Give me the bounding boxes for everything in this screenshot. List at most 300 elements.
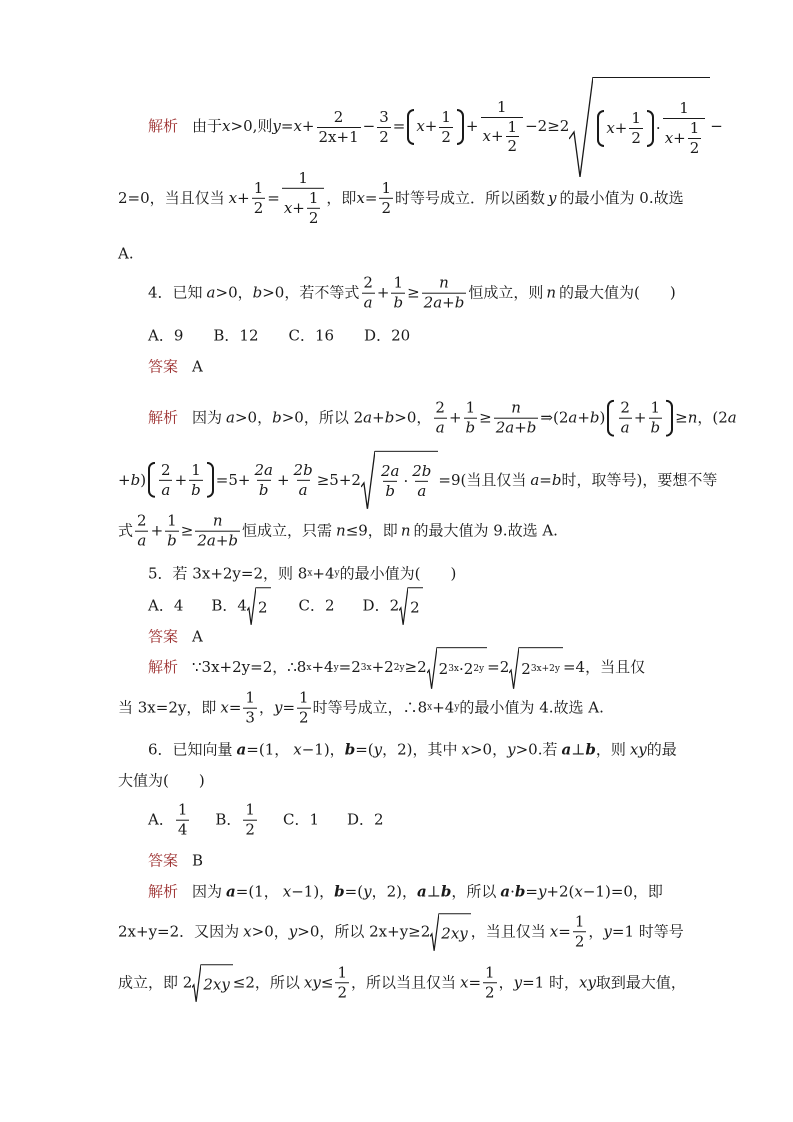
text: −2≥2 (525, 117, 570, 136)
text: 的最大值为( ) (559, 283, 676, 302)
var-a: a (568, 408, 578, 427)
text: >0,则 (230, 117, 273, 136)
var-a: a (206, 283, 216, 302)
radical-sign-icon (430, 913, 439, 951)
denominator: b (258, 480, 269, 499)
text: ，所以 (451, 882, 497, 901)
equals: = (267, 188, 280, 207)
text: ，当且仅当 (470, 922, 546, 941)
geq: ≥ (407, 283, 420, 302)
text: 2 (438, 659, 449, 678)
perp: ⊥ (426, 882, 441, 901)
minus: − (362, 117, 376, 136)
text: +2 (371, 658, 394, 677)
fraction (410, 463, 433, 500)
var-n: n (336, 521, 346, 540)
var-x: x (228, 188, 238, 207)
fraction (282, 170, 325, 226)
numerator: 2 (333, 107, 344, 126)
numerator: 2b (412, 462, 432, 481)
equals: = (364, 188, 378, 207)
fraction (243, 690, 257, 727)
numerator: 1 (299, 688, 309, 707)
var-x: x (574, 882, 583, 901)
denominator: 2 (379, 127, 389, 146)
text: 时，取等号)，要想不等 (561, 470, 718, 489)
left-paren (607, 400, 614, 437)
numerator: n (439, 273, 449, 292)
plus: + (465, 117, 479, 136)
right-paren (207, 462, 214, 499)
plus: + (118, 470, 131, 489)
superscript: 3x (360, 662, 372, 673)
analysis-label: 解析 (148, 117, 179, 136)
denominator (663, 118, 706, 157)
text: 5．若 3x+2y=2，则 8 (148, 564, 308, 583)
var-x: x (293, 117, 302, 136)
text: =(1， (246, 740, 290, 759)
text: >0，若不等式 (262, 283, 360, 302)
vector-a: a (416, 882, 427, 901)
superscript: x (306, 662, 312, 673)
text: ≤9，即 (345, 521, 398, 540)
radicand: 2 (408, 587, 423, 625)
text: >0，所以 2 (281, 408, 364, 427)
denominator: 2 (689, 138, 700, 157)
text: =( (344, 882, 364, 901)
leq: ≤ (320, 973, 334, 992)
fraction (317, 109, 361, 146)
text: ≤2，所以 (232, 973, 300, 992)
plus: + (174, 470, 188, 489)
denominator: a (435, 418, 445, 437)
fraction (252, 462, 275, 499)
superscript: 3x+2y (530, 664, 560, 675)
vector-a: a (236, 740, 247, 759)
var-y: y (548, 188, 557, 207)
text: >0，所以 2x+y≥2 (297, 922, 431, 941)
equals: = (282, 698, 296, 717)
text: 恒成立，则 (468, 283, 544, 302)
numerator: 2a (254, 460, 273, 479)
right-paren (457, 109, 464, 146)
numerator: 1 (650, 398, 661, 417)
right-paren (647, 110, 654, 147)
denominator: 2a+b (197, 531, 238, 550)
text: =1 时， (522, 973, 579, 992)
analysis-label: 解析 (148, 408, 179, 427)
var-n: n (400, 521, 411, 540)
var-x: x (664, 128, 674, 147)
denominator: 2x+1 (318, 127, 359, 146)
text: =1 时等号 (611, 922, 684, 941)
numerator: 2 (620, 398, 630, 417)
numerator: 1 (245, 800, 255, 819)
vector-b: b (344, 740, 356, 759)
text: 2x+y=2．又因为 (118, 922, 240, 941)
text: =( (355, 740, 374, 759)
dot: · (403, 471, 409, 490)
var-x: x (243, 922, 252, 941)
numerator: 1 (167, 511, 177, 530)
denominator: 2 (574, 932, 585, 951)
vector-a: a (500, 882, 511, 901)
fraction (506, 119, 520, 156)
fraction (629, 110, 643, 147)
denominator: b (650, 418, 661, 437)
text: 成立，即 2 (118, 973, 193, 992)
sqrt (192, 964, 232, 1002)
plus: + (372, 408, 385, 427)
analysis-label: 解析 (148, 658, 179, 677)
numerator: 3 (379, 107, 389, 126)
var-a: a (226, 408, 235, 427)
left-paren (597, 110, 604, 147)
sqrt (427, 647, 487, 689)
radicand (519, 647, 563, 689)
radical-sign-icon (427, 647, 437, 689)
var-b: b (551, 470, 562, 489)
numerator: 1 (507, 117, 518, 136)
text: 的最小值为 0.故选 (559, 188, 684, 207)
var-x: x (356, 188, 365, 207)
superscript: y (333, 662, 339, 673)
denominator: b (167, 531, 177, 550)
var-xy: xy (629, 740, 647, 759)
right-paren (666, 400, 673, 437)
paren-group (405, 109, 466, 146)
var-x: x (482, 127, 491, 146)
fraction (663, 100, 706, 156)
plus: + (301, 117, 315, 136)
plus: + (424, 117, 438, 136)
text: 的最小值为( ) (339, 564, 457, 583)
text: ， (588, 922, 604, 941)
text: +4 (311, 658, 334, 677)
denominator: a (363, 293, 373, 312)
text: +4 (312, 564, 335, 583)
var-y: y (507, 740, 516, 759)
dot: · (655, 118, 661, 137)
text: +2( (546, 882, 575, 901)
answer-value: A (192, 627, 203, 646)
text: ，则 (595, 740, 626, 759)
answer-label: 答案 (148, 357, 179, 376)
fraction (252, 180, 266, 217)
equals: = (392, 117, 406, 136)
denominator: 2 (337, 983, 347, 1002)
radical-sign-icon (247, 587, 256, 625)
equals: = (525, 882, 538, 901)
var-b: b (130, 470, 141, 489)
numerator: 1 (679, 99, 689, 118)
var-x: x (220, 698, 229, 717)
text: ，所以当且仅当 (350, 973, 456, 992)
denominator: 2 (299, 708, 309, 727)
superscript: 2y (473, 664, 485, 675)
denominator: 2 (381, 198, 392, 217)
var-y: y (272, 117, 281, 136)
var-y: y (513, 973, 523, 992)
denominator (481, 117, 524, 156)
perp: ⊥ (571, 740, 586, 759)
text: 6．已知向量 (148, 740, 233, 759)
text: >0.若 (515, 740, 558, 759)
equals: = (558, 922, 571, 941)
vector-b: b (440, 882, 452, 901)
text: ⇒(2 (540, 408, 569, 427)
var-y: y (363, 882, 372, 901)
var-x: x (222, 117, 231, 136)
text: 取到最大值， (595, 973, 686, 992)
fraction (494, 400, 539, 437)
text: 的最大值为 9.故选 A. (413, 521, 558, 540)
equals: = (539, 470, 552, 489)
text: 4．已知 (148, 283, 203, 302)
numerator: 1 (253, 178, 264, 197)
numerator: 1 (485, 963, 495, 982)
denominator: a (137, 531, 147, 550)
text: =(1， (235, 882, 279, 901)
fraction (483, 965, 497, 1002)
denominator: 2 (253, 198, 264, 217)
superscript: x (307, 568, 313, 579)
denominator: 2 (485, 983, 495, 1002)
text: >0， (394, 408, 432, 427)
text: +4 (432, 698, 455, 717)
text: =4，当且仅 (562, 658, 646, 677)
fraction (165, 513, 179, 550)
var-n: n (687, 408, 698, 427)
vector-b: b (585, 740, 596, 759)
text: 的最 (646, 740, 677, 759)
denominator: 2 (507, 137, 518, 156)
text: −1)， (301, 740, 345, 759)
text: 式 (118, 521, 134, 540)
denominator: 2 (308, 208, 319, 227)
text: 的最小值为 4.故选 A. (459, 698, 604, 717)
vector-b: b (514, 882, 526, 901)
fraction (195, 513, 240, 550)
analysis-label: 解析 (148, 882, 179, 901)
text: 恒成立，只需 (242, 521, 333, 540)
numerator: 2 (137, 511, 147, 530)
fraction (439, 109, 453, 146)
plus: + (276, 470, 290, 489)
numerator: 1 (245, 688, 255, 707)
fraction (361, 275, 375, 312)
text: 2=0，当且仅当 (118, 188, 225, 207)
numerator: n (511, 398, 521, 417)
var-a: a (530, 470, 540, 489)
denominator: a (620, 418, 630, 437)
fraction (379, 463, 402, 500)
superscript: 3x (448, 664, 460, 675)
numerator: 2 (363, 273, 373, 292)
text: ，2)，其中 (382, 740, 458, 759)
var-y: y (373, 740, 383, 759)
sqrt (399, 587, 423, 625)
option-c: C．2 (298, 596, 335, 615)
numerator: 1 (298, 168, 308, 187)
superscript: y (454, 702, 460, 713)
denominator: b (191, 480, 201, 499)
dot: · (510, 882, 515, 901)
plus: + (577, 408, 590, 427)
answer-value: B (192, 851, 204, 870)
var-a: a (363, 408, 373, 427)
answer-label: 答案 (148, 851, 179, 870)
plus: + (150, 521, 164, 540)
numerator: 2b (293, 460, 313, 479)
text: ) (140, 470, 147, 489)
text: ∵3x+2y=2，∴8 (192, 658, 307, 677)
text: 大值为( ) (118, 771, 205, 790)
var-n: n (546, 283, 557, 302)
text: >0， (234, 408, 273, 427)
text: ≥5+2 (316, 470, 361, 489)
text: 时等号成立．所以函数 (395, 188, 546, 207)
denominator: 3 (245, 708, 255, 727)
fraction (379, 180, 393, 217)
text: 因为 (192, 882, 223, 901)
numerator: 1 (393, 273, 404, 292)
text: ，(2 (697, 408, 728, 427)
radical-sign-icon (509, 647, 519, 689)
plus: + (614, 118, 628, 137)
var-b: b (252, 283, 263, 302)
sqrt (509, 647, 563, 689)
var-y: y (537, 882, 547, 901)
fraction (618, 400, 632, 437)
plus: + (490, 127, 504, 146)
text: ， (258, 698, 274, 717)
text: =5+ (215, 470, 251, 489)
numerator: 1 (574, 912, 585, 931)
text: 2 (521, 659, 531, 678)
numerator: 2a (380, 462, 400, 481)
answer-value: A (192, 357, 203, 376)
var-x: x (461, 740, 470, 759)
equals: = (468, 973, 482, 992)
var-x: x (282, 882, 292, 901)
equals: = (280, 117, 294, 136)
denominator: 2 (631, 129, 641, 147)
var-y: y (273, 698, 283, 717)
text: 时等号成立，∴8 (312, 698, 428, 717)
denominator: a (298, 480, 308, 499)
option-a: A． (148, 810, 174, 829)
option-b: B． (215, 810, 242, 829)
text: ， (498, 973, 514, 992)
plus: + (673, 128, 686, 147)
var-y: y (288, 922, 298, 941)
geq: ≥ (675, 408, 688, 427)
denominator: 4 (177, 820, 188, 839)
vector-b: b (334, 882, 345, 901)
plus: + (448, 408, 462, 427)
paren-group (146, 462, 216, 499)
var-x: x (293, 740, 302, 759)
fraction (176, 802, 190, 839)
text: −1)， (291, 882, 335, 901)
text: >0， (215, 283, 253, 302)
radicand: 2xy (439, 913, 470, 951)
equals: = (228, 698, 242, 717)
fraction (135, 513, 149, 550)
fraction (433, 400, 447, 437)
plus: + (237, 188, 250, 207)
numerator: 1 (308, 188, 319, 207)
denominator: 2 (245, 820, 255, 839)
numerator: 1 (631, 109, 641, 128)
denominator (282, 188, 325, 227)
radical-sign-icon (569, 77, 593, 177)
text: =2 (487, 658, 510, 677)
text: −1)=0，即 (582, 882, 663, 901)
text: ·2 (459, 659, 474, 678)
fraction (292, 462, 315, 499)
radical-sign-icon (192, 964, 201, 1002)
denominator: b (393, 293, 404, 312)
sqrt (430, 913, 470, 951)
fraction (464, 400, 478, 437)
option-c: C．1 (282, 810, 319, 829)
text: =9(当且仅当 (438, 470, 527, 489)
text: =2 (338, 658, 361, 677)
var-x: x (416, 117, 425, 136)
geq: ≥ (479, 408, 492, 427)
fraction (307, 190, 321, 227)
sqrt (569, 77, 710, 177)
radical-sign-icon (361, 451, 375, 509)
plus: + (376, 283, 390, 302)
radicand (437, 647, 487, 689)
radicand (593, 77, 710, 177)
denominator: b (385, 481, 395, 500)
radical-sign-icon (399, 587, 408, 625)
minus: − (710, 117, 723, 136)
answer-label: 答案 (148, 627, 179, 646)
fraction (243, 802, 257, 839)
text: >0， (251, 922, 289, 941)
radicand: 2 (256, 587, 271, 625)
fraction (377, 109, 391, 146)
option-a: A．4 (148, 596, 184, 615)
plus: + (633, 408, 647, 427)
options-text: A．9 B．12 C．16 D．20 (148, 326, 411, 345)
superscript: y (334, 568, 340, 579)
numerator: 2 (161, 460, 171, 479)
text: ≥2 (404, 658, 427, 677)
numerator: 1 (441, 107, 451, 126)
fraction (573, 914, 587, 951)
var-b: b (272, 408, 282, 427)
radicand (375, 451, 438, 509)
fraction (335, 965, 349, 1002)
fraction (688, 120, 702, 157)
var-x: x (283, 198, 293, 217)
superscript: 2y (393, 662, 405, 673)
text: ，2)， (371, 882, 417, 901)
var-y: y (603, 922, 612, 941)
left-paren (148, 462, 155, 499)
option-b: B．4 (211, 596, 247, 615)
fraction (391, 275, 405, 312)
denominator: a (161, 480, 171, 499)
fraction (422, 275, 467, 312)
text: A. (118, 244, 134, 263)
